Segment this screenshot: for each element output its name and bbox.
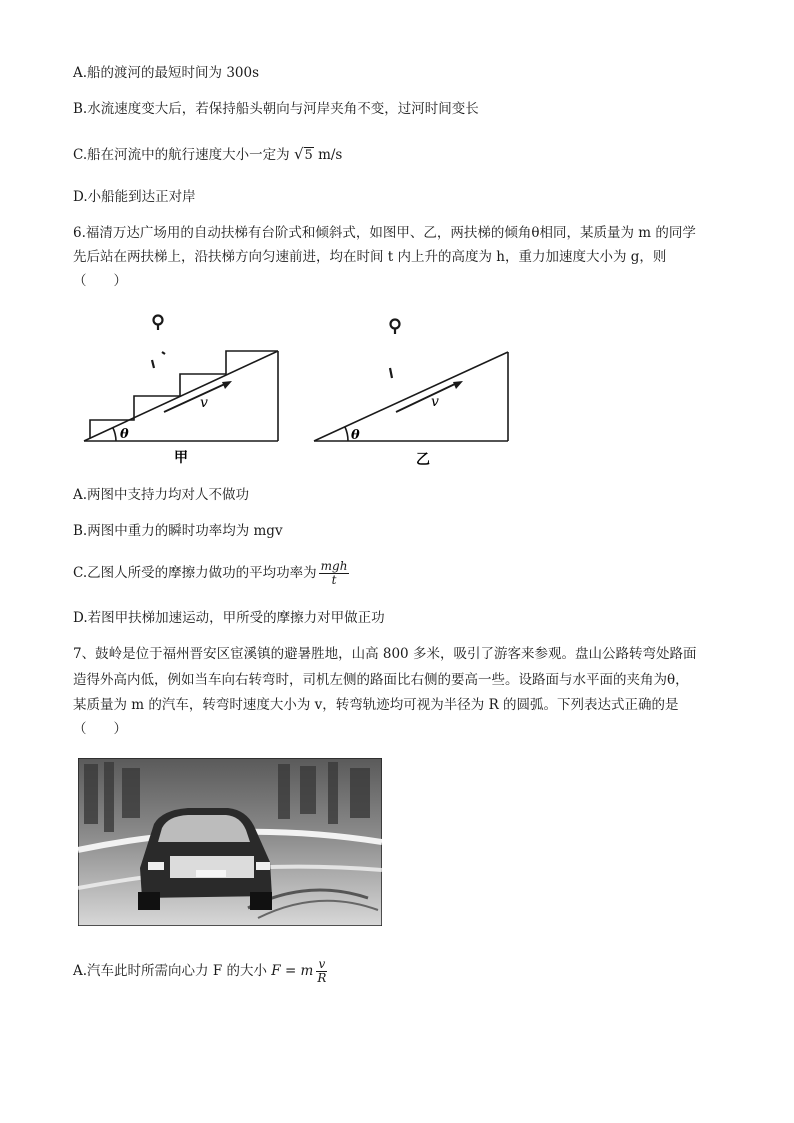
- yi-incline-line: [314, 352, 508, 441]
- jia-caption: 甲: [174, 450, 188, 466]
- q5-option-a: A.船的渡河的最短时间为 300s: [73, 65, 260, 81]
- q6-option-d: D.若图甲扶梯加速运动，甲所受的摩擦力对甲做正功: [73, 610, 385, 626]
- q7-option-a-text: A.汽车此时所需向心力 F 的大小: [73, 963, 267, 979]
- q7-option-a-formula-lhs: F = m: [271, 963, 314, 979]
- q6-option-c: [73, 560, 351, 587]
- yi-person-icon: [390, 320, 400, 379]
- q6-option-a: A.两图中支持力均对人不做功: [73, 487, 250, 503]
- fraction-numerator: v: [318, 957, 326, 971]
- q5-option-c: [73, 143, 342, 167]
- yi-caption: 乙: [416, 452, 430, 468]
- car-icon: [138, 808, 272, 910]
- q7-stem-line3: 某质量为 m 的汽车，转弯时速度大小为 v，转弯轨迹均可视为半径为 R 的圆弧。下列表达式正确的是: [73, 697, 679, 713]
- fraction-v-over-r: [315, 958, 328, 985]
- q5-option-d: D.小船能到达正对岸: [73, 189, 196, 205]
- car-turning-photo: [78, 758, 382, 926]
- q6-option-b: B.两图中重力的瞬时功率均为 mgv: [73, 523, 283, 539]
- q6-blank: （ ）: [73, 273, 127, 289]
- jia-person-icon: [152, 316, 165, 369]
- figure-jia-stepped-escalator: [80, 308, 285, 468]
- q7-stem-line1: 7、鼓岭是位于福州晋安区宦溪镇的避暑胜地，山高 800 多米，吸引了游客来参观。盘山公路转弯处路面: [73, 646, 697, 662]
- q5-option-b: B.水流速度变大后，若保持船头朝向与河岸夹角不变，过河时间变长: [73, 101, 479, 117]
- jia-incline-line: [84, 351, 278, 441]
- jia-velocity-label: v: [200, 395, 208, 411]
- q7-blank: （ ）: [73, 721, 127, 737]
- yi-angle-label: θ: [351, 428, 360, 443]
- q6-stem-line1: 6.福清万达广场用的自动扶梯有台阶式和倾斜式，如图甲、乙，两扶梯的倾角θ相同，某质量为 m 的同学: [73, 225, 696, 241]
- jia-angle-arc: [113, 428, 116, 441]
- q5-option-c-unit: m/s: [318, 147, 343, 163]
- figure-yi-inclined-escalator: [310, 308, 515, 468]
- q7-stem-line2: 造得外高内低，例如当车向右转弯时，司机左侧的路面比右侧的要高一些。设路面与水平面的夹角为θ，: [73, 672, 689, 688]
- q5-option-c-text: C.船在河流中的航行速度大小一定为: [73, 147, 290, 163]
- fraction-denominator: R: [317, 971, 327, 985]
- yi-velocity-arrow: [396, 381, 463, 412]
- q6-stem-line2: 先后站在两扶梯上，沿扶梯方向匀速前进，均在时间 t 内上升的高度为 h，重力加速度大小为 g，则: [73, 249, 667, 265]
- sqrt-symbol: √: [293, 145, 304, 163]
- fraction-mgh-over-t: [319, 560, 350, 587]
- q5-option-c-radicand: 5: [304, 148, 313, 163]
- q7-option-a: [73, 958, 330, 985]
- jia-angle-label: θ: [120, 427, 129, 442]
- fraction-numerator: mgh: [320, 559, 348, 573]
- fraction-denominator: t: [331, 573, 337, 587]
- q6-option-c-text: C.乙图人所受的摩擦力做功的平均功率为: [73, 565, 317, 581]
- yi-angle-arc: [345, 427, 348, 441]
- yi-velocity-label: v: [431, 394, 439, 410]
